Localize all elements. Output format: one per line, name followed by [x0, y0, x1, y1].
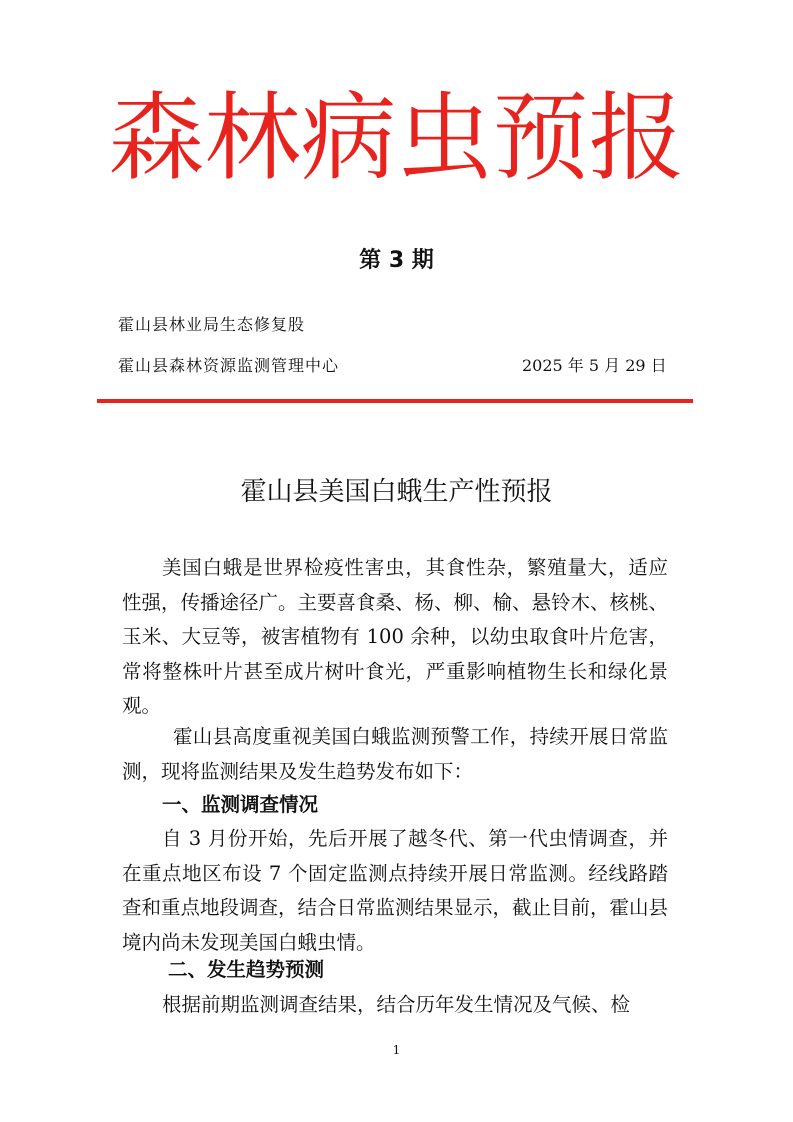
red-divider-rule — [97, 399, 693, 403]
issue-date: 2025 年 5 月 29 日 — [522, 356, 667, 375]
monitoring-work-paragraph: 霍山县高度重视美国白蛾监测预警工作，持续开展日常监测，现将监测结果及发生趋势发布如下： — [122, 725, 668, 783]
masthead-title: 森林病虫预报 — [108, 82, 685, 194]
section-text-forecast: 根据前期监测调查结果，结合历年发生情况及气候、检 — [162, 993, 631, 1016]
issuer-forestry-bureau: 霍山县林业局生态修复股 — [118, 315, 306, 334]
section-text-survey: 自 3 月份开始，先后开展了越冬代、第一代虫情调查，并在重点地区布设 7 个固定监测点持续开展日常监测。经线路踏查和重点地段调查，结合日常监测结果显示，截止目前，霍山县境内尚未发现美国白蛾虫情。 — [122, 827, 669, 954]
intro-paragraph: 美国白蛾是世界检疫性害虫，其食性杂，繁殖量大，适应性强，传播途径广。主要喜食桑、杨、柳、榆、悬铃木、核桃、玉米、大豆等，被害植物有 100 余种，以幼虫取食叶片危害，常将整株叶片甚至成片树叶食光，严重影响植物生长和绿化景观。 — [122, 556, 669, 717]
issue-number: 第 3 期 — [359, 248, 434, 273]
section-heading-forecast: 二、发生趋势预测 — [168, 958, 325, 981]
issuer-monitoring-center: 霍山县森林资源监测管理中心 — [118, 356, 340, 375]
document-title: 霍山县美国白蛾生产性预报 — [240, 477, 553, 507]
section-heading-survey: 一、监测调查情况 — [162, 793, 319, 816]
page-number: 1 — [392, 1043, 401, 1057]
